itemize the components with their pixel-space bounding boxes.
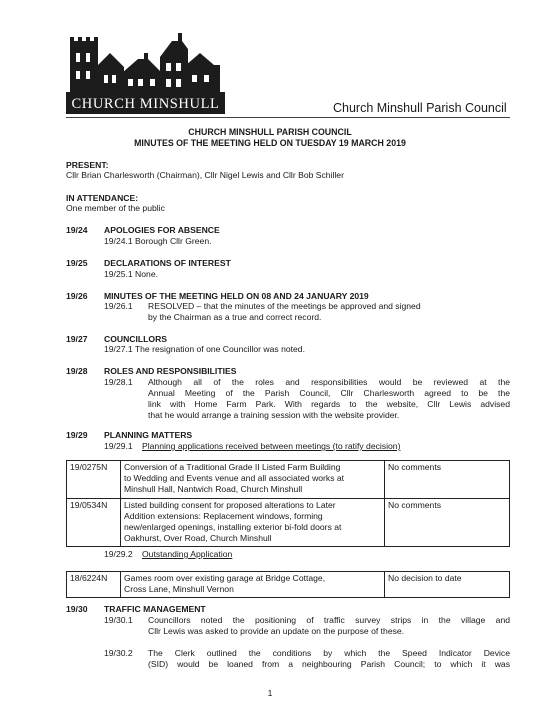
present-text: Cllr Brian Charlesworth (Chairman), Cllr Nigel Lewis and Cllr Bob Schiller [66,170,344,180]
application-description: Games room over existing garage at Bridge Cottage, Cross Lane, Minshull Vernon [121,572,385,598]
application-description: Listed building consent for proposed alterations to Later Addition extensions: Replacement windows, forming new/enlarged openings, installing exterior bi-fold doors at Oakhurst, Over Road, Church Minshull [121,498,385,547]
item-heading: PLANNING MATTERS [104,430,193,440]
item-sub-number: 19/30.2 [104,648,133,658]
item-heading: MINUTES OF THE MEETING HELD ON 08 AND 24 JANUARY 2019 [104,291,369,301]
application-description: Conversion of a Traditional Grade II Listed Farm Building to Wedding and Events venue and all associated works at Minshull Hall, Nantwich Road, Church Minshull [121,461,385,499]
item-heading: COUNCILLORS [104,334,168,344]
item-subtext: 19/25.1 None. [104,269,158,279]
item-subheading: Outstanding Application [142,549,233,559]
item-heading: TRAFFIC MANAGEMENT [104,604,206,614]
application-ref: 19/0275N [67,461,121,499]
application-decision: No decision to date [385,572,510,598]
item-subtext: (SID) would be loaned from a neighbouring Parish Council; to which it was [148,659,510,669]
item-sub-number: 19/28.1 [104,377,133,387]
item-subheading: Planning applications received between meetings (to ratify decision) [142,441,401,451]
item-number: 19/27 [66,334,88,344]
planning-applications-table [66,460,510,547]
attendance-text: One member of the public [66,203,165,213]
item-heading: APOLOGIES FOR ABSENCE [104,225,220,235]
item-subtext: that he would arrange a training session with the website provider. [148,410,400,420]
application-ref: 19/0534N [67,498,121,547]
logo-wordmark: CHURCH MINSHULL [71,96,220,112]
item-subtext: Councillors noted the positioning of traffic survey strips in the village and [148,615,510,625]
table-row [67,498,510,547]
page-number: 1 [267,688,273,698]
item-number: 19/25 [66,258,88,268]
item-subtext: RESOLVED – that the minutes of the meetings be approved and signed [148,301,421,311]
item-subtext: The Clerk outlined the conditions by which the Speed Indicator Device [148,648,510,658]
document-subtitle: MINUTES OF THE MEETING HELD ON TUESDAY 19 MARCH 2019 [134,138,406,148]
item-sub-number: 19/29.1 [104,441,133,451]
header-rule [66,117,510,118]
item-number: 19/29 [66,430,88,440]
table-row [67,572,510,598]
item-heading: ROLES AND RESPONSIBILITIES [104,366,237,376]
item-number: 19/26 [66,291,88,301]
item-heading: DECLARATIONS OF INTEREST [104,258,231,268]
item-sub-number: 19/30.1 [104,615,133,625]
item-subtext: Annual Meeting of the Parish Council, Cllr Charlesworth agreed to be the [148,388,510,398]
council-name: Church Minshull Parish Council [333,101,507,115]
item-subtext: link with Home Farm Park. With regards to the website, Cllr Lewis advised [148,399,510,409]
item-subtext: by the Chairman as a true and correct record. [148,312,322,322]
document-title: CHURCH MINSHULL PARISH COUNCIL [188,127,352,137]
item-number: 19/28 [66,366,88,376]
present-heading: PRESENT: [66,160,109,170]
item-sub-number: 19/29.2 [104,549,133,559]
application-decision: No comments [385,461,510,499]
outstanding-applications-table [66,571,510,598]
attendance-heading: IN ATTENDANCE: [66,193,139,203]
item-subtext: Although all of the roles and responsibilities would be reviewed at the [148,377,510,387]
item-subtext: 19/24.1 Borough Cllr Green. [104,236,212,246]
application-ref: 18/6224N [67,572,121,598]
application-decision: No comments [385,498,510,547]
item-number: 19/30 [66,604,88,614]
item-subtext: Cllr Lewis was asked to provide an update on the purpose of these. [148,626,405,636]
item-sub-number: 19/26.1 [104,301,133,311]
item-subtext: 19/27.1 The resignation of one Councillor was noted. [104,344,305,354]
item-number: 19/24 [66,225,88,235]
church-minshull-logo [66,23,225,114]
table-row [67,461,510,499]
